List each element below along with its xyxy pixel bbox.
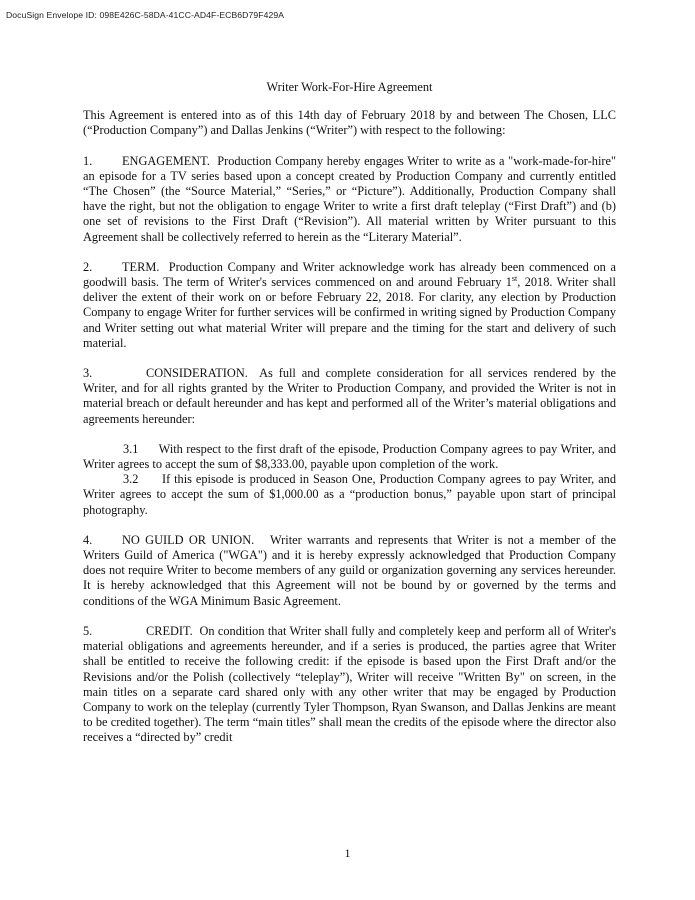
subsection-number: 3.1 <box>123 441 139 456</box>
subsection-3-2 <box>83 472 616 518</box>
section-credit <box>83 624 616 746</box>
section-text: As full and complete consideration for all services rendered by the Writer, and for all rights granted by the Writer to Production Company, and provided the Writer is not in material breach or default hereunder and has kept and performed all of the Writer’s material obligations and agreements hereunder: <box>83 366 616 426</box>
section-text: Writer warrants and represents that Writer is not a member of the Writers Guild of America ("WGA") and it is hereby expressly acknowledged that Production Company does not require Writer to become members of any guild or organization governing any services hereunder. It is hereby acknowledged that this Agreement will not be bound by or governed by the terms and conditions of the WGA Minimum Basic Agreement. <box>83 532 616 608</box>
document-title: Writer Work-For-Hire Agreement <box>266 80 433 94</box>
subsection-text: If this episode is produced in Season One, Production Company agrees to pay Writer, and Writer agrees to accept the sum of $1,000.00 as a “production bonus,” payable upon start of principal photography. <box>83 472 617 517</box>
intro-paragraph: This Agreement is entered into as of this 14th day of February 2018 by and between The Chosen, LLC (“Production Company”) and Dallas Jenkins (“Writer”) with respect to the following: <box>83 108 616 138</box>
page-number: 1 <box>344 846 351 860</box>
section-consideration <box>83 366 616 427</box>
section-heading: CONSIDERATION. <box>146 366 248 381</box>
subsection-text: With respect to the first draft of the episode, Production Company agrees to pay Writer, and Writer agrees to accept the sum of $8,333.00, payable upon completion of the work. <box>83 441 616 472</box>
section-number: 5. <box>83 623 93 638</box>
section-engagement <box>83 154 616 245</box>
section-number: 1. <box>83 153 93 168</box>
section-text: On condition that Writer shall fully and completely keep and perform all of Writer's material obligations and agreements hereunder, and if a series is produced, the parties agree that Writer shall be entitled to receive the following credit: if the episode is based upon the First Draft and/or the Revisions and/or the Polish (collectively “teleplay”), Writer will receive "Written By" on screen, in the main titles on a separate card shared only with any other writer that may be engaged by Production Company to work on the teleplay (currently Tyler Thompson, Ryan Swanson, and Dallas Jenkins are meant to be credited together). The term “main titles” shall mean the credits of the episode where the director also receives a “directed by” credit <box>83 623 616 745</box>
ordinal-suffix: st <box>511 273 518 283</box>
section-heading: CREDIT. <box>146 623 193 638</box>
section-text: Production Company hereby engages Writer to write as a "work-made-for-hire" an episode for a TV series based upon a concept created by Production Company and currently entitled “The Chosen” (the “Source Material,” “Series,” or “Picture”). Additionally, Production Company shall have the right, but not the obligation to engage Writer to write a first draft teleplay (“First Draft”) and (b) one set of revisions to the First Draft (“Revision”). All material written by Writer pursuant to this Agreement shall be collectively referred to herein as the “Literary Material”. <box>83 153 616 244</box>
subsection-3-1 <box>83 442 616 472</box>
section-heading: ENGAGEMENT. <box>122 153 210 168</box>
section-term <box>83 260 616 351</box>
section-number: 4. <box>83 532 93 547</box>
agreement-page <box>83 80 616 761</box>
docusign-envelope-id: DocuSign Envelope ID: 098E426C-58DA-41CC-AD4F-ECB6D79F429A <box>6 10 285 20</box>
section-no-guild <box>83 533 616 609</box>
section-text-continued: , 2018. Writer shall deliver the extent of their work on or before February 22, 2018. For clarity, any election by Production Company to engage Writer for further services will be confirmed in writing signed by Production Company and Writer setting out what material Writer will prepare and the timing for the start and delivery of such material. <box>83 275 616 350</box>
subsection-number: 3.2 <box>123 472 139 487</box>
section-number: 3. <box>83 366 93 381</box>
section-heading: TERM. <box>122 259 160 274</box>
section-number: 2. <box>83 259 93 274</box>
section-text: Production Company and Writer acknowledge work has already been commenced on a goodwill basis. The term of Writer's services commenced on and around February 1 <box>83 259 617 290</box>
section-heading: NO GUILD OR UNION. <box>122 532 255 547</box>
